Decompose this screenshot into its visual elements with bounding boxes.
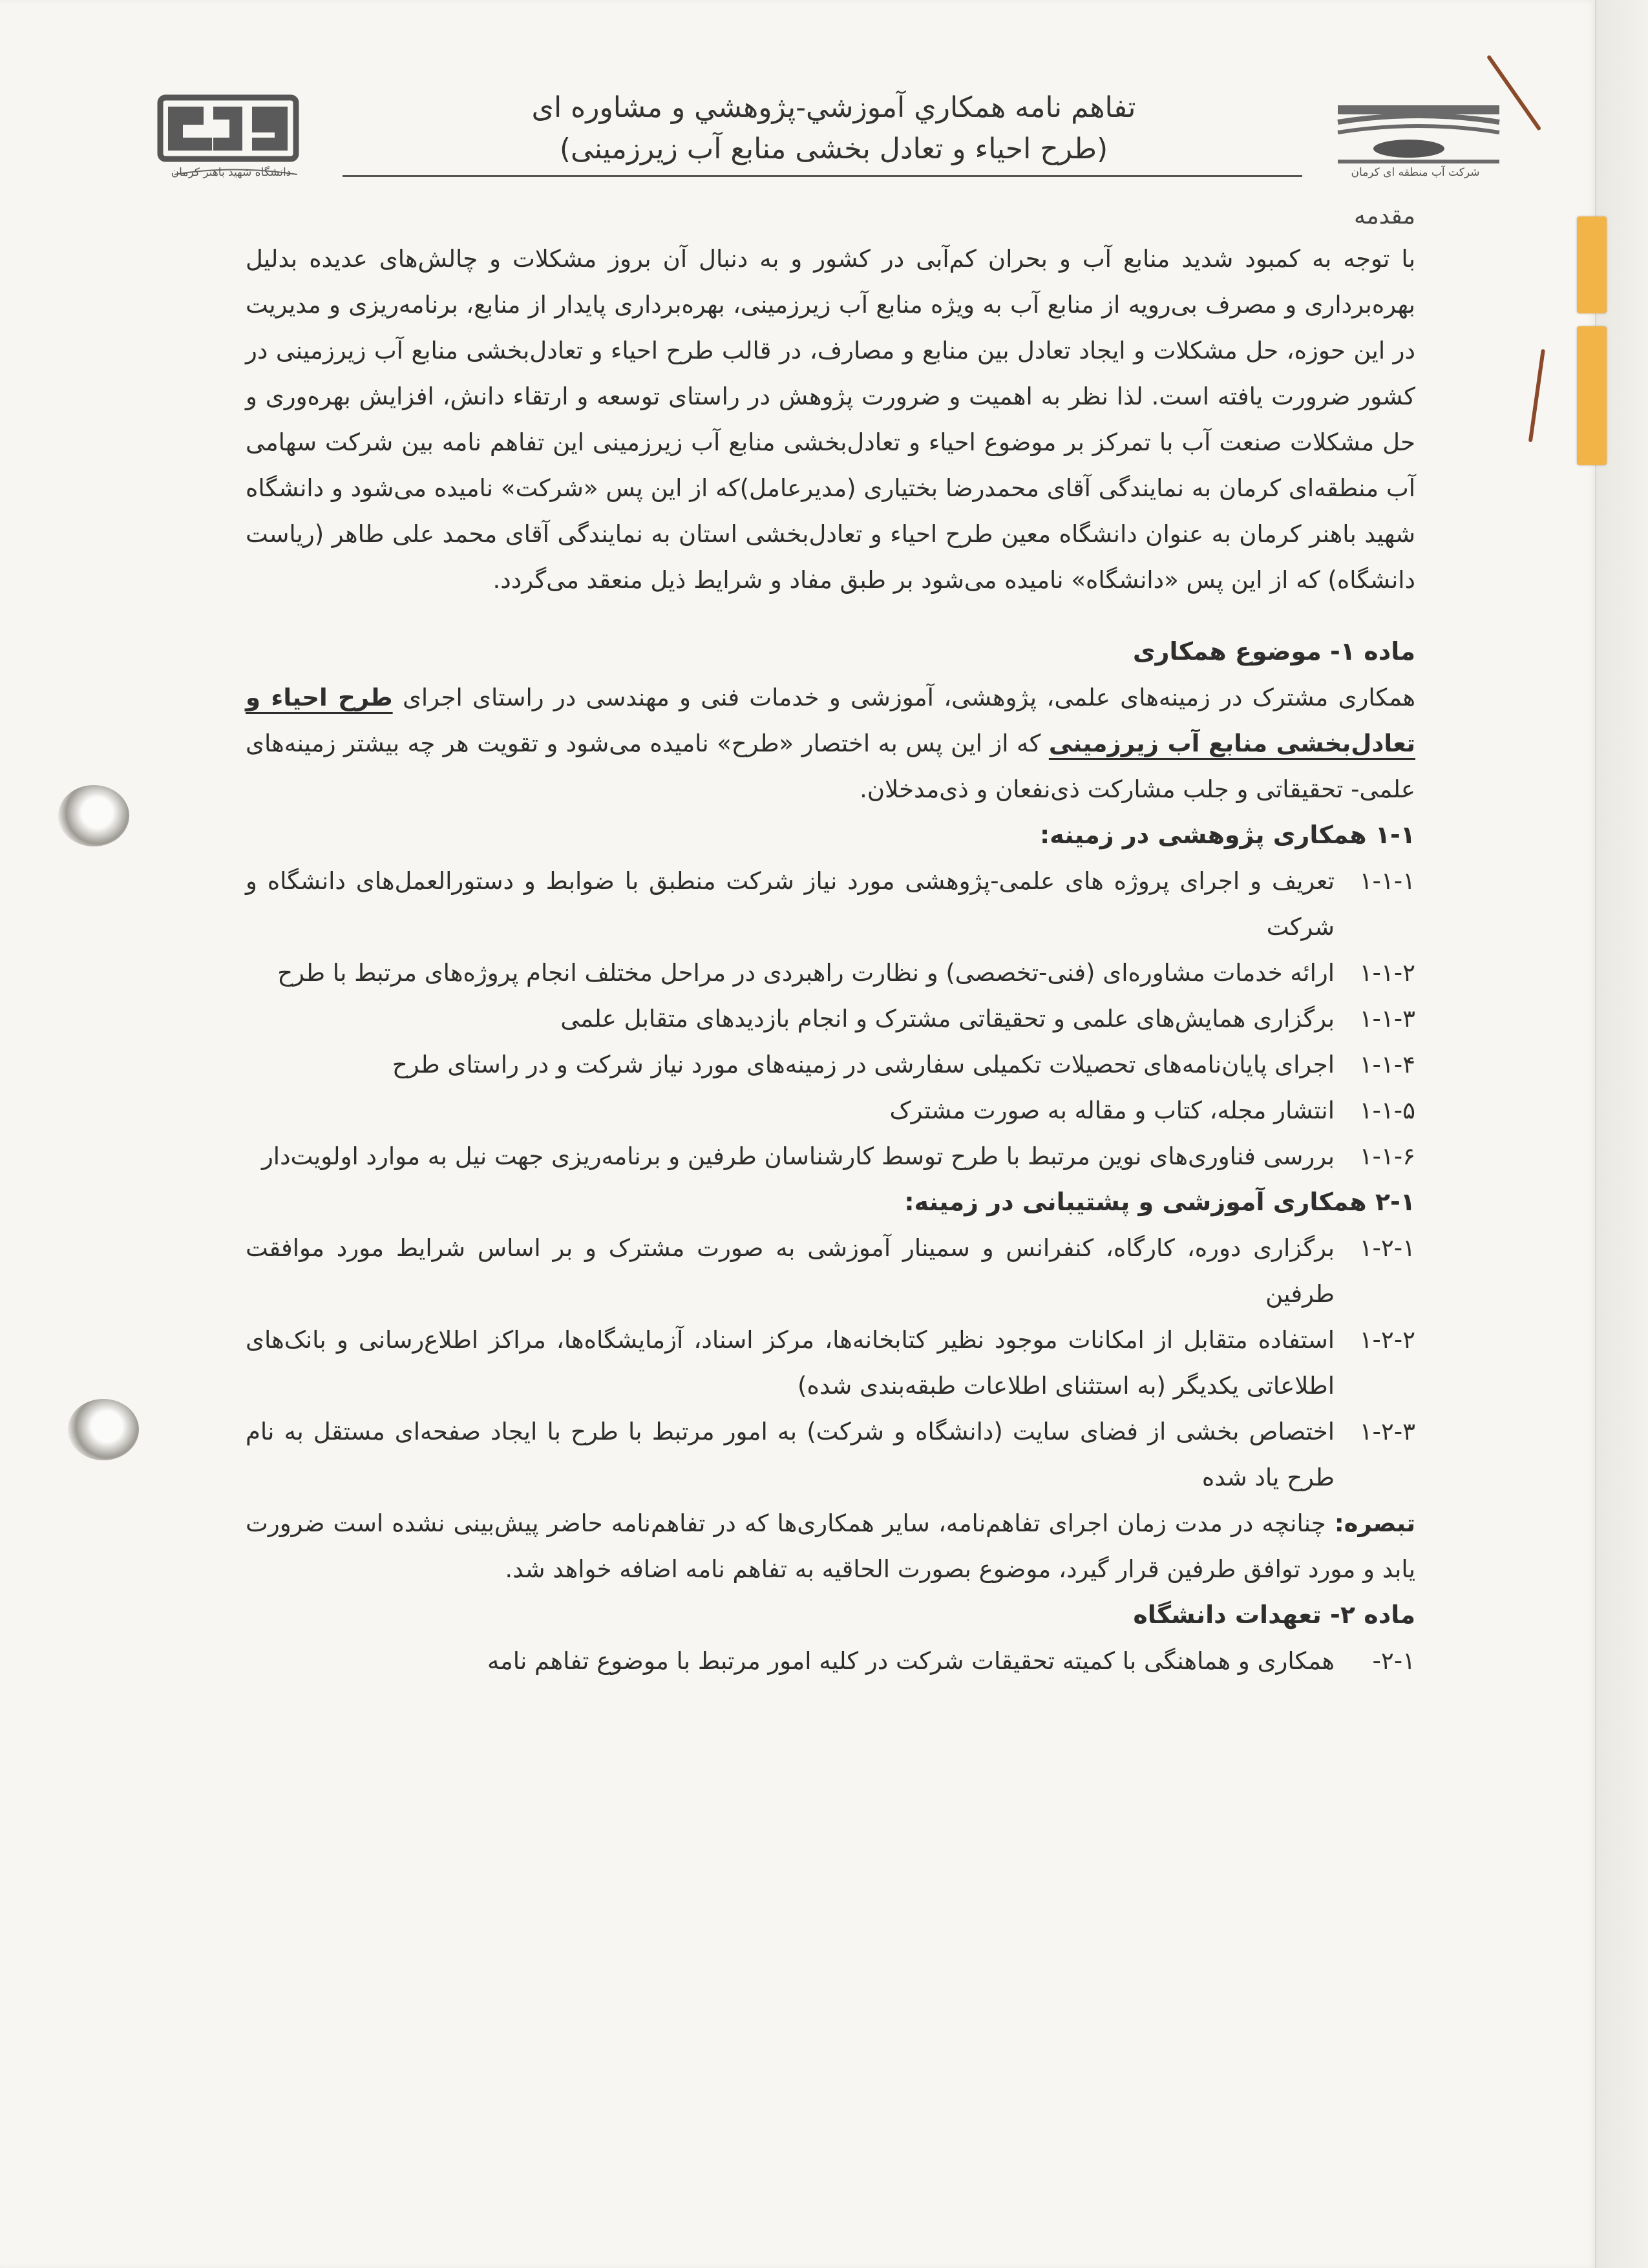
article1-emphasis-1: طرح احیاء و [246, 684, 393, 711]
company-logo-caption: شرکت آب منطقه ای کرمان [1351, 166, 1480, 179]
item-text: استفاده متقابل از امکانات موجود نظیر کتابخانه‌ها، مرکز اسناد، آزمایشگاه‌ها، مراکز اطلاع‌رسانی و بانک‌های اطلاعاتی یکدیگر (به استثنای اطلاعات طبقه‌بندی شده) [246, 1326, 1335, 1400]
section1-2-list [246, 1225, 1415, 1500]
article1-emphasis-2: تعادل‌بخشی منابع آب زیرزمینی [1048, 730, 1415, 757]
company-logo-icon [1331, 94, 1506, 178]
article1-heading: ماده ۱- موضوع همکاری [1132, 637, 1415, 666]
item-number: ۱-۱-۱ [1359, 867, 1415, 895]
item-text: تعریف و اجرای پروژه های علمی-پژوهشی مورد نیاز شرکت منطبق با ضوابط و دستورالعمل‌های دانشگاه و شرکت [246, 867, 1335, 941]
document-header [139, 81, 1516, 194]
item-text: برگزاری دوره، کارگاه، کنفرانس و سمینار آموزشی به صورت مشترک و بر اساس شرایط مورد موافقت طرفین [246, 1234, 1335, 1308]
note-paragraph [246, 1500, 1415, 1592]
article2-heading: ماده ۲- تعهدات دانشگاه [1133, 1601, 1415, 1629]
item-number: ۱-۱-۴ [1359, 1051, 1415, 1078]
article1-text-before: همکاری مشترک در زمینه‌های علمی، پژوهشی، آموزشی و خدمات فنی و مهندسی در راستای اجرای [392, 684, 1415, 711]
punch-hole-lower [68, 1399, 139, 1460]
section1-2-heading: ۲-۱ همکاری آموزشی و پشتیبانی در زمینه: [904, 1188, 1415, 1216]
list-item [246, 1225, 1415, 1317]
article2-list [246, 1638, 1415, 1684]
list-item [246, 858, 1415, 950]
header-title-line1: تفاهم نامه همكاري آموزشي-پژوهشي و مشاوره ای [531, 91, 1136, 124]
intro-title: مقدمه [1354, 203, 1415, 229]
note-label: تبصره: [1334, 1509, 1415, 1537]
item-text: ارائه خدمات مشاوره‌ای (فنی-تخصصی) و نظارت راهبردی در مراحل مختلف انجام پروژه‌های مرتبط با طرح [277, 959, 1335, 987]
punch-hole-upper [58, 785, 129, 846]
item-number: ۱-۱-۵ [1359, 1097, 1415, 1124]
list-item [246, 1409, 1415, 1500]
note-text: چنانچه در مدت زمان اجرای تفاهم‌نامه، سایر همکاری‌ها که در تفاهم‌نامه حاضر پیش‌بینی نشده است ضرورت یابد و مورد توافق طرفین قرار گیرد، موضوع بصورت الحاقیه به تفاهم نامه اضافه خواهد شد. [246, 1509, 1415, 1583]
item-number: ۱-۱-۲ [1359, 959, 1415, 987]
item-number: ۱-۱-۶ [1359, 1142, 1415, 1170]
header-divider [343, 175, 1302, 177]
item-number: ۱-۲-۱ [1359, 1234, 1415, 1262]
list-item [246, 1087, 1415, 1133]
list-item [246, 1638, 1415, 1684]
article1-text-after: که از این پس به اختصار «طرح» نامیده می‌شود و تقویت هر چه بیشتر زمینه‌های علمی- تحقیقاتی و جلب مشارکت ذی‌نفعان و ذی‌مدخلان. [246, 730, 1415, 803]
sticky-tab-middle [1577, 326, 1607, 465]
item-text: اجرای پایان‌نامه‌های تحصیلات تکمیلی سفارشی در زمینه‌های مورد نیاز شرکت و در راستای طرح [392, 1051, 1335, 1078]
item-text: بررسی فناوری‌های نوین مرتبط با طرح توسط کارشناسان طرفین و برنامه‌ریزی جهت نیل به موارد اولویت‌دار [261, 1142, 1335, 1170]
item-text: اختصاص بخشی از فضای سایت (دانشگاه و شرکت) به امور مرتبط با طرح با ایجاد صفحه‌ای مستقل به نام طرح یاد شده [246, 1418, 1335, 1491]
section1-1-heading: ۱-۱ همکاری پژوهشی در زمینه: [1039, 821, 1415, 849]
item-number: ۱-۲-۲ [1359, 1326, 1415, 1354]
list-item [246, 1042, 1415, 1087]
item-text: انتشار مجله، کتاب و مقاله به صورت مشترک [889, 1097, 1335, 1124]
document-body [246, 197, 1415, 1684]
item-number: ۱-۱-۳ [1359, 1005, 1415, 1033]
item-number: ۲-۱- [1372, 1647, 1415, 1675]
header-title-line2: (طرح احیاء و تعادل بخشی منابع آب زیرزمینی) [559, 132, 1108, 165]
list-item [246, 950, 1415, 996]
item-text: همکاری و هماهنگی با کمیته تحقیقات شرکت در کلیه امور مرتبط با موضوع تفاهم نامه [487, 1647, 1335, 1675]
section1-1-list [246, 858, 1415, 1179]
article1-paragraph [246, 675, 1415, 812]
item-number: ۱-۲-۳ [1359, 1418, 1415, 1445]
list-item [246, 1133, 1415, 1179]
sticky-tab-top [1577, 216, 1607, 313]
list-item [246, 996, 1415, 1042]
list-item [246, 1317, 1415, 1409]
intro-paragraph: با توجه به کمبود شدید منابع آب و بحران کم‌آبی در کشور و به دنبال آن بروز مشکلات و چالش‌های عدیده بدلیل بهره‌برداری و مصرف بی‌رویه از منابع آب به ویژه منابع آب زیرزمینی، بهره‌برداری پایدار از منابع، برنامه‌ریزی و مدیریت در این حوزه، حل مشکلات و ایجاد تعادل بین منابع و مصارف، در قالب طرح احیاء و تعادل‌بخشی منابع آب زیرزمینی در کشور ضرورت یافته است. لذا نظر به اهمیت و ضرورت پژوهش در راستای توسعه و ارتقاء دانش، افزایش بهره‌وری و حل مشکلات صنعت آب با تمرکز بر موضوع احیاء و تعادل‌بخشی منابع آب زیرزمینی این تفاهم نامه بین شرکت سهامی آب منطقه‌ای کرمان به نمایندگی آقای محمدرضا بختیاری (مدیرعامل)که از این پس «شرکت» نامیده می‌شود و دانشگاه شهید باهنر کرمان به عنوان دانشگاه معین طرح احیاء و تعادل‌بخشی استان به نمایندگی آقای محمد علی طاهر (ریاست دانشگاه) که از این پس «دانشگاه» نامیده می‌شود بر طبق مفاد و شرایط ذیل منعقد می‌گردد. [246, 245, 1415, 594]
header-title [346, 87, 1322, 170]
university-logo-caption: دانشگاه شهید باهنر کرمان [171, 166, 291, 179]
item-text: برگزاری همایش‌های علمی و تحقیقاتی مشترک و انجام بازدیدهای متقابل علمی [560, 1005, 1335, 1033]
